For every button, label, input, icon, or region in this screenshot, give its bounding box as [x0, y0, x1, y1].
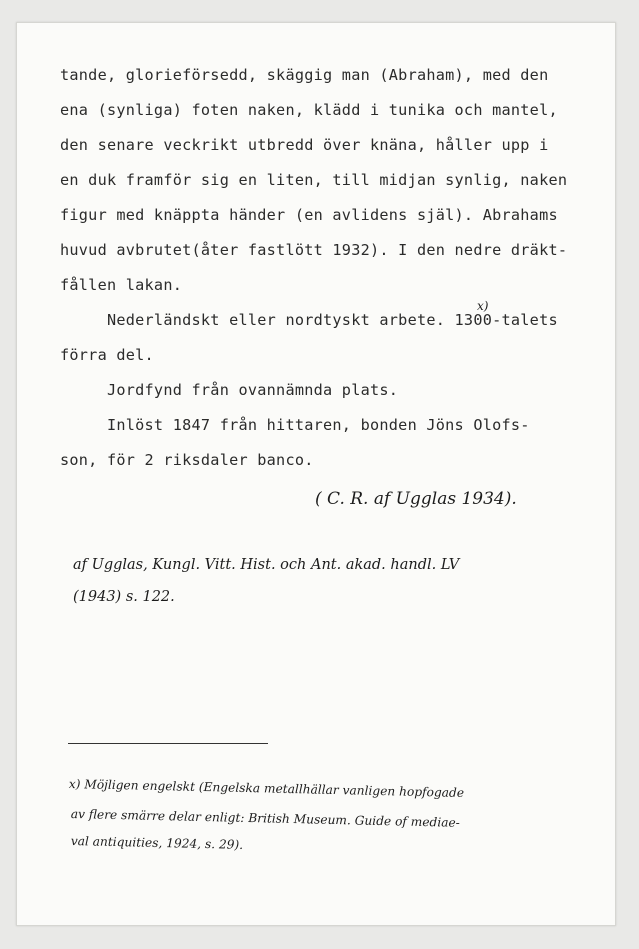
- body-line-9: förra del.: [60, 346, 154, 364]
- document-page: [16, 22, 616, 926]
- footnote-line-2: av flere smärre delar enligt: British Museum. Guide of mediae-: [70, 807, 460, 830]
- footnote-asterisk-mark: x): [477, 299, 489, 313]
- body-line-3: den senare veckrikt utbredd över knäna, håller upp i: [60, 136, 549, 154]
- body-line-5: figur med knäppta händer (en avlidens själ). Abrahams: [60, 206, 558, 224]
- body-line-11: Inlöst 1847 från hittaren, bonden Jöns Olofs-: [60, 416, 530, 434]
- reference-line-1: af Ugglas, Kungl. Vitt. Hist. och Ant. akad. handl. LV: [73, 557, 460, 573]
- body-line-7: fållen lakan.: [60, 276, 183, 294]
- reference-line-2: (1943) s. 122.: [73, 589, 175, 605]
- body-line-6: huvud avbrutet(åter fastlött 1932). I den nedre dräkt-: [60, 241, 568, 259]
- body-line-2: ena (synliga) foten naken, klädd i tunika och mantel,: [60, 101, 558, 119]
- footnote-line-3: val antiquities, 1924, s. 29).: [70, 834, 244, 852]
- body-line-4: en duk framför sig en liten, till midjan synlig, naken: [60, 171, 568, 189]
- body-line-8: Nederländskt eller nordtyskt arbete. 1300-talets: [60, 311, 558, 329]
- body-line-12: son, för 2 riksdaler banco.: [60, 451, 314, 469]
- footnote-line-1: x) Möjligen engelskt (Engelska metallhällar vanligen hopfogade: [68, 777, 465, 800]
- body-line-10: Jordfynd från ovannämnda plats.: [60, 381, 399, 399]
- body-line-1: tande, glorieförsedd, skäggig man (Abraham), med den: [60, 66, 549, 84]
- signature-note: ( C. R. af Ugglas 1934).: [315, 489, 517, 509]
- footnote-divider: [68, 743, 268, 744]
